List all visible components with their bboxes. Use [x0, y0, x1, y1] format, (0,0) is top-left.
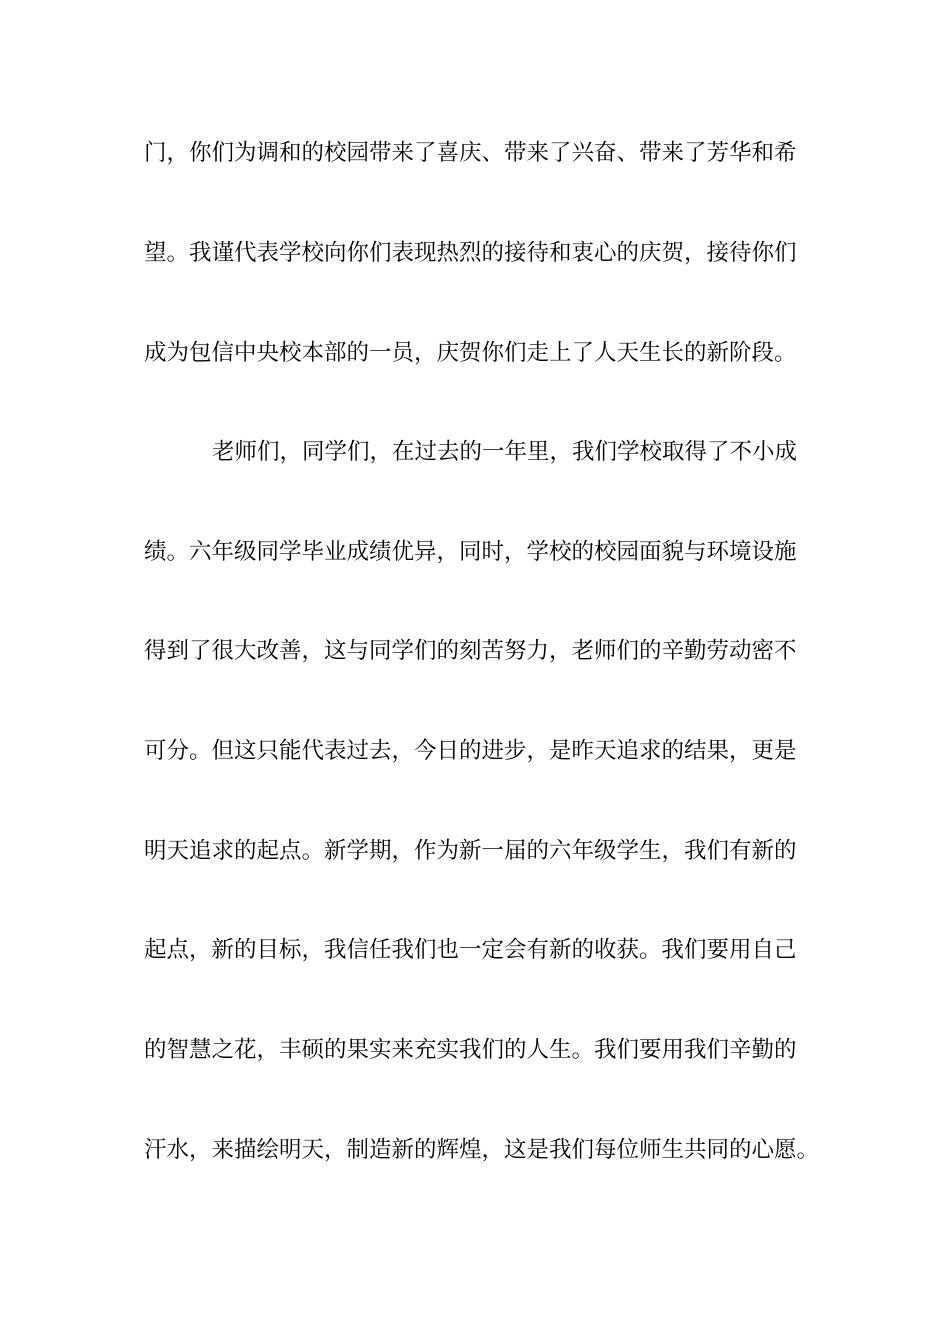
text-line-8: 明天追求的起点。新学期，作为新一届的六年级学生，我们有新的: [144, 838, 797, 864]
text-line-10: 的智慧之花，丰硕的果实来充实我们的人生。我们要用我们辛勤的: [144, 1037, 797, 1063]
text-line-1: 门，你们为调和的校园带来了喜庆、带来了兴奋、带来了芳华和希: [144, 140, 797, 166]
text-line-2: 望。我谨代表学校向你们表现热烈的接待和衷心的庆贺，接待你们: [144, 240, 797, 266]
paragraph-start-line: 老师们，同学们，在过去的一年里，我们学校取得了不小成: [212, 439, 798, 465]
text-line-6: 得到了很大改善，这与同学们的刻苦努力，老师们的辛勤劳动密不: [144, 638, 797, 664]
text-line-3: 成为包信中央校本部的一员，庆贺你们走上了人天生长的新阶段。: [144, 340, 797, 366]
text-line-9: 起点，新的目标，我信任我们也一定会有新的收获。我们要用自己: [144, 937, 797, 963]
text-line-5: 绩。六年级同学毕业成绩优异，同时，学校的校园面貌与环境设施: [144, 539, 797, 565]
text-line-11: 汗水，来描绘明天，制造新的辉煌，这是我们每位师生共同的心愿。: [144, 1137, 820, 1163]
text-line-7: 可分。但这只能代表过去，今日的进步，是昨天追求的结果，更是: [144, 738, 797, 764]
